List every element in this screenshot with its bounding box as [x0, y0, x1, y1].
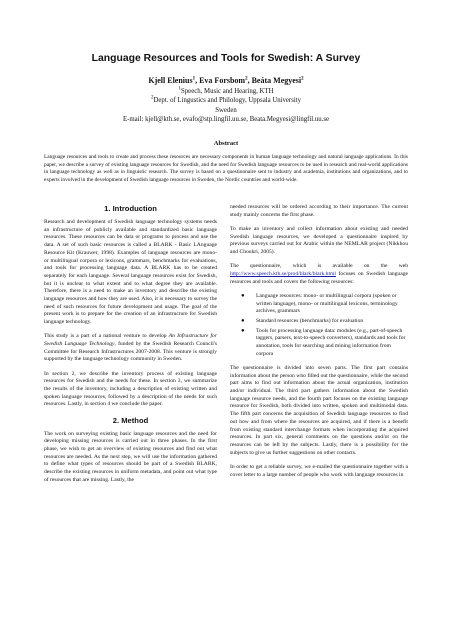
section-heading-introduction: 1. Introduction: [104, 204, 157, 213]
resource-list: [230, 293, 408, 359]
paragraph: The questionnaire is divided into seven parts. The first part contains information about the person who filled out the questionnaire, while the second part aims to find out information about the actual organization, institution and/or individual. The third part gathers information about the Swedish language resource needs, and the fourth part focuses on the existing language resource for Swedish, both divided into written, spoken and multimodal data. The fifth part concerns the acquisition of Swedish language resources to find out how and from where the resources are acquired, and if there is a benefit from existing standard interchange formats when incorporating the acquired resources. In part six, general comments on the questions and/or on the resources can be left by the subjects. Lastly, there is a possibility for the subjects to give us further suggestions on other contacts.: [230, 364, 408, 456]
author-emails: E-mail: kjell@kth.se, evafo@stp.lingfil.uu.se, Beata.Megyesi@lingfil.uu.se: [122, 116, 330, 124]
author-affiliation-mark: 2: [301, 76, 304, 82]
list-item: ● Tools for processing language data: modules (e.g., part-of-speech taggers, parsers, text-to-speech converters), standards and tools for annotation, tools for searching and mining information from corpora: [241, 327, 406, 357]
author-name: Eva Forsbom: [199, 76, 246, 85]
abstract-heading: Abstract: [213, 140, 239, 147]
paragraph: The questionnaire, which is available on the web http://www.speech.kth.se/prod/blark/blark.html focuses on Swedish language resources and tools and covers the following resources:: [230, 263, 408, 285]
left-column: [44, 204, 217, 491]
affiliation-2: $^2$Dept. of Lingustics and Philology, Uppsala University: [150, 96, 302, 105]
paragraph: In section 2, we describe the inventory process of existing language resources for Swedish and the needs for these. In section 3, we summarize the results of the inventory, including a description of existing written and spoken language resources, followed by a description of the needs for such resources. Lastly, in section 4 we conclude the paper.: [44, 370, 217, 408]
bullet-icon: ●: [241, 317, 245, 324]
affiliation-country: Sweden: [215, 106, 237, 114]
author-affiliation-mark: 1: [192, 76, 196, 82]
questionnaire-link[interactable]: http://www.speech.kth.se/prod/blark/blark.html: [230, 270, 336, 277]
paragraph: needed resources will be ordered according to their importance. The current study mainly concerns the first phase.: [230, 204, 408, 218]
list-item: ● Language resources: mono- or multilingual corpora (spoken or written language), mono- or multilingual lexicons, terminology archives, grammars: [241, 292, 398, 315]
list-item: ● Standard resources (benchmarks) for evaluation: [241, 317, 364, 324]
author-block: [0, 75, 452, 125]
emphasized-title: An Infrastructure for Swedish Language Technology: [44, 333, 217, 348]
author-affiliation-mark: 2: [245, 76, 248, 82]
abstract-text: Language resources and tools to create and process these resources are necessary components in human language technology and natural language applications. In this paper, we describe a survey of existing language resources for Swedish, and the need for Swedish language resources to be used in research and real-world applications in language technology as well as in linguistic research. The survey is based on a questionnaire sent to industry and academia, institutions and organizations, and to experts involved in the development of Swedish language resources in Sweden, the Nordic countries and world-wide.: [44, 154, 408, 183]
right-column: [230, 204, 408, 486]
paragraph: To make an inventory and collect information about existing and needed Swedish language resources, we developed a questionnaire inspired by previous surveys carried out for Arabic within the NEMLAR project (Nikkhou and Choukri, 2005).: [230, 225, 408, 256]
author-name: Kjell Elenius: [148, 76, 193, 85]
paragraph: In order to get a reliable survey, we e-mailed the questionnaire together with a cover letter to a large number of people who work with language resources in: [230, 463, 408, 478]
paragraph: The work on surveying existing basic language resources and the need for developing missing resources is carried out in three phases. In the first phase, we wish to get an overview of existing resources and find out what resources are needed. As the next step, we will use the information gathered to define what types of resources should be part of a Swedish BLARK, describe the existing resources in uniform metadata, and point out what type of resources that are missing. Lastly, the: [44, 430, 217, 483]
paragraph: This study is a part of a national venture to develop An Infrastructure for Swedish Language Technology, funded by the Swedish Research Council's Committee for Research Infrastructures 2007-2008. This venture is strongly supported by the language technology community in Sweden.: [44, 333, 217, 363]
author-names: Kjell Elenius$^1$, Eva Forsbom$^2$, Beáta Megyesi$^2$: [148, 76, 304, 85]
paragraph: Research and development of Swedish language technology systems needs an infrastructure of publicly available and standardized basic language resources. These resources can be data or programs to process and use the data. A set of such basic resources is called a BLARK - Basic LAnguage Resource Kit (Krauwer, 1998). Examples of language resources are mono- or multilingual corpora or lexicons, grammars, benchmarks for evaluations, and tools for processing language data. A BLARK has to be created separately for each language. Several language resources exist for Swedish, but it is unclear to what extent and to what degree they are available. Therefore, there is a need to make an inventory and describe the existing language resources and how they are used. Also, it is necessary to survey the need of such resources for future development and usage. The goal of the present work is to prepare for the creation of an infrastructure for Swedish language technology.: [44, 219, 217, 326]
author-name: Beáta Megyesi: [251, 76, 302, 85]
bullet-icon: ●: [241, 292, 245, 299]
bullet-icon: ●: [241, 327, 245, 334]
paper-title: Language Resources and Tools for Swedish: A Survey: [91, 53, 361, 64]
section-heading-method: 2. Method: [112, 415, 149, 425]
affiliation-1: $^1$Speech, Music and Hearing, KTH: [178, 86, 274, 95]
